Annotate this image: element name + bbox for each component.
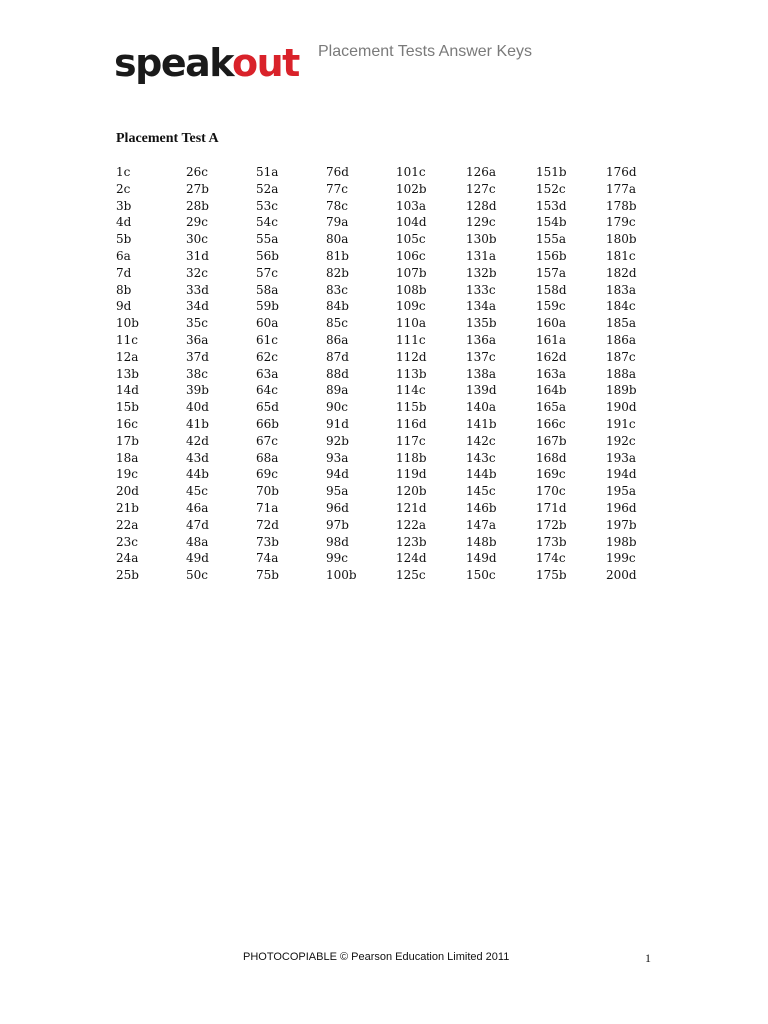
answer-cell: 64c bbox=[256, 383, 278, 398]
answer-cell: 17b bbox=[116, 433, 139, 448]
answer-cell: 186a bbox=[606, 332, 637, 347]
answer-cell: 122a bbox=[396, 517, 427, 532]
answer-cell: 144b bbox=[466, 467, 497, 482]
answer-cell: 76d bbox=[326, 165, 349, 179]
answer-cell: 139d bbox=[466, 383, 497, 398]
answer-cell: 129c bbox=[466, 215, 496, 230]
answer-cell: 93a bbox=[326, 450, 349, 465]
answer-cell: 150c bbox=[466, 568, 496, 583]
answer-cell: 63a bbox=[256, 366, 279, 381]
answer-cell: 98d bbox=[326, 534, 349, 549]
answer-cell: 29c bbox=[186, 215, 208, 230]
answer-cell: 117c bbox=[396, 433, 426, 448]
answer-cell: 187c bbox=[606, 349, 636, 364]
answer-cell: 175b bbox=[536, 568, 567, 583]
answer-cell: 3b bbox=[116, 198, 132, 213]
answer-cell: 164b bbox=[536, 383, 567, 398]
answer-cell: 37d bbox=[186, 349, 209, 364]
answer-cell: 193a bbox=[606, 450, 637, 465]
answer-cell: 105c bbox=[396, 232, 426, 247]
answer-cell: 197b bbox=[606, 517, 637, 532]
answer-cell: 24a bbox=[116, 551, 139, 566]
answer-cell: 22a bbox=[116, 517, 139, 532]
answer-key-grid bbox=[116, 164, 676, 584]
answer-cell: 134a bbox=[466, 299, 497, 314]
copyright-footer: PHOTOCOPIABLE © Pearson Education Limited 2011 bbox=[243, 951, 510, 963]
answer-cell: 179c bbox=[606, 215, 636, 230]
answer-cell: 52a bbox=[256, 181, 279, 196]
answer-cell: 131a bbox=[466, 248, 497, 263]
answer-cell: 15b bbox=[116, 400, 139, 415]
answer-cell: 8b bbox=[116, 282, 132, 297]
answer-cell: 28b bbox=[186, 198, 209, 213]
answer-cell: 18a bbox=[116, 450, 139, 465]
answer-cell: 69c bbox=[256, 467, 278, 482]
answer-cell: 6a bbox=[116, 248, 131, 263]
answer-cell: 176d bbox=[606, 165, 637, 179]
answer-cell: 115b bbox=[396, 400, 427, 415]
answer-cell: 173b bbox=[536, 534, 567, 549]
answer-cell: 154b bbox=[536, 215, 567, 230]
answer-cell: 66b bbox=[256, 416, 279, 431]
answer-cell: 189b bbox=[606, 383, 637, 398]
answer-cell: 135b bbox=[466, 316, 497, 331]
answer-cell: 170c bbox=[536, 484, 566, 499]
answer-cell: 169c bbox=[536, 467, 566, 482]
answer-cell: 166c bbox=[536, 416, 566, 431]
answer-cell: 92b bbox=[326, 433, 349, 448]
answer-cell: 168d bbox=[536, 450, 567, 465]
answer-cell: 73b bbox=[256, 534, 279, 549]
answer-cell: 198b bbox=[606, 534, 637, 549]
answer-cell: 27b bbox=[186, 181, 209, 196]
answer-cell: 47d bbox=[186, 517, 209, 532]
answer-cell: 57c bbox=[256, 265, 278, 280]
answer-cell: 88d bbox=[326, 366, 349, 381]
answer-cell: 126a bbox=[466, 165, 497, 179]
answer-cell: 26c bbox=[186, 165, 208, 179]
answer-cell: 46a bbox=[186, 500, 209, 515]
answer-cell: 19c bbox=[116, 467, 138, 482]
answer-cell: 182d bbox=[606, 265, 637, 280]
answer-cell: 165a bbox=[536, 400, 567, 415]
answer-cell: 39b bbox=[186, 383, 209, 398]
answer-cell: 90c bbox=[326, 400, 348, 415]
answer-cell: 74a bbox=[256, 551, 279, 566]
answer-cell: 101c bbox=[396, 165, 426, 179]
answer-cell: 107b bbox=[396, 265, 427, 280]
answer-cell: 51a bbox=[256, 165, 279, 179]
answer-cell: 4d bbox=[116, 215, 132, 230]
answer-cell: 31d bbox=[186, 248, 209, 263]
answer-cell: 65d bbox=[256, 400, 279, 415]
answer-cell: 160a bbox=[536, 316, 567, 331]
answer-cell: 38c bbox=[186, 366, 208, 381]
answer-cell: 130b bbox=[466, 232, 497, 247]
answer-cell: 67c bbox=[256, 433, 278, 448]
answer-cell: 77c bbox=[326, 181, 348, 196]
answer-cell: 102b bbox=[396, 181, 427, 196]
answer-cell: 112d bbox=[396, 349, 427, 364]
answer-cell: 116d bbox=[396, 416, 427, 431]
answer-cell: 94d bbox=[326, 467, 349, 482]
answer-cell: 184c bbox=[606, 299, 636, 314]
answer-cell: 32c bbox=[186, 265, 208, 280]
logo-speak: speak bbox=[114, 41, 232, 85]
answer-cell: 59b bbox=[256, 299, 279, 314]
answer-cell: 153d bbox=[536, 198, 567, 213]
answer-cell: 68a bbox=[256, 450, 279, 465]
answer-cell: 118b bbox=[396, 450, 427, 465]
answer-cell: 71a bbox=[256, 500, 279, 515]
answer-cell: 1c bbox=[116, 165, 131, 179]
answer-cell: 85c bbox=[326, 316, 348, 331]
answer-cell: 125c bbox=[396, 568, 426, 583]
answer-cell: 49d bbox=[186, 551, 209, 566]
answer-cell: 137c bbox=[466, 349, 496, 364]
answer-cell: 41b bbox=[186, 416, 209, 431]
answer-cell: 55a bbox=[256, 232, 279, 247]
answer-cell: 83c bbox=[326, 282, 348, 297]
answer-cell: 180b bbox=[606, 232, 637, 247]
answer-cell: 2c bbox=[116, 181, 131, 196]
answer-cell: 35c bbox=[186, 316, 208, 331]
answer-cell: 80a bbox=[326, 232, 349, 247]
answer-cell: 16c bbox=[116, 416, 138, 431]
answer-cell: 54c bbox=[256, 215, 278, 230]
answer-cell: 123b bbox=[396, 534, 427, 549]
answer-cell: 127c bbox=[466, 181, 496, 196]
answer-cell: 5b bbox=[116, 232, 132, 247]
answer-cell: 194d bbox=[606, 467, 637, 482]
answer-cell: 13b bbox=[116, 366, 139, 381]
answer-cell: 148b bbox=[466, 534, 497, 549]
answer-cell: 56b bbox=[256, 248, 279, 263]
answer-cell: 155a bbox=[536, 232, 567, 247]
answer-cell: 9d bbox=[116, 299, 132, 314]
answer-cell: 149d bbox=[466, 551, 497, 566]
answer-cell: 195a bbox=[606, 484, 637, 499]
answer-cell: 181c bbox=[606, 248, 636, 263]
document-title: Placement Tests Answer Keys bbox=[318, 43, 533, 60]
answer-cell: 82b bbox=[326, 265, 349, 280]
answer-cell: 121d bbox=[396, 500, 427, 515]
answer-cell: 60a bbox=[256, 316, 279, 331]
answer-cell: 86a bbox=[326, 332, 349, 347]
page-number: 1 bbox=[645, 951, 651, 965]
answer-cell: 23c bbox=[116, 534, 138, 549]
answer-cell: 25b bbox=[116, 568, 139, 583]
answer-cell: 89a bbox=[326, 383, 349, 398]
answer-cell: 163a bbox=[536, 366, 567, 381]
answer-cell: 190d bbox=[606, 400, 637, 415]
answer-cell: 84b bbox=[326, 299, 349, 314]
answer-cell: 183a bbox=[606, 282, 637, 297]
answer-cell: 50c bbox=[186, 568, 208, 583]
answer-cell: 10b bbox=[116, 316, 139, 331]
answer-cell: 53c bbox=[256, 198, 278, 213]
section-title: Placement Test A bbox=[116, 131, 219, 146]
answer-cell: 119d bbox=[396, 467, 427, 482]
answer-cell: 172b bbox=[536, 517, 567, 532]
answer-cell: 192c bbox=[606, 433, 636, 448]
answer-cell: 58a bbox=[256, 282, 279, 297]
answer-cell: 79a bbox=[326, 215, 349, 230]
answer-cell: 200d bbox=[606, 568, 637, 583]
answer-cell: 100b bbox=[326, 568, 357, 583]
answer-cell: 7d bbox=[116, 265, 132, 280]
answer-cell: 158d bbox=[536, 282, 567, 297]
answer-cell: 99c bbox=[326, 551, 348, 566]
answer-cell: 91d bbox=[326, 416, 349, 431]
answer-cell: 167b bbox=[536, 433, 567, 448]
speakout-logo bbox=[114, 41, 299, 85]
answer-cell: 124d bbox=[396, 551, 427, 566]
answer-cell: 30c bbox=[186, 232, 208, 247]
answer-cell: 114c bbox=[396, 383, 426, 398]
answer-cell: 174c bbox=[536, 551, 566, 566]
logo-out: out bbox=[232, 41, 299, 85]
answer-cell: 106c bbox=[396, 248, 426, 263]
answer-cell: 104d bbox=[396, 215, 427, 230]
answer-cell: 145c bbox=[466, 484, 496, 499]
answer-cell: 156b bbox=[536, 248, 567, 263]
answer-cell: 36a bbox=[186, 332, 209, 347]
answer-cell: 108b bbox=[396, 282, 427, 297]
answer-cell: 113b bbox=[396, 366, 427, 381]
answer-cell: 151b bbox=[536, 165, 567, 179]
answer-cell: 146b bbox=[466, 500, 497, 515]
answer-cell: 96d bbox=[326, 500, 349, 515]
answer-cell: 136a bbox=[466, 332, 497, 347]
answer-cell: 33d bbox=[186, 282, 209, 297]
answer-cell: 14d bbox=[116, 383, 139, 398]
answer-cell: 42d bbox=[186, 433, 209, 448]
answer-cell: 97b bbox=[326, 517, 349, 532]
answer-cell: 132b bbox=[466, 265, 497, 280]
answer-cell: 87d bbox=[326, 349, 349, 364]
answer-cell: 111c bbox=[396, 332, 426, 347]
answer-cell: 48a bbox=[186, 534, 209, 549]
answer-cell: 11c bbox=[116, 332, 138, 347]
answer-cell: 110a bbox=[396, 316, 427, 331]
answer-cell: 143c bbox=[466, 450, 496, 465]
answer-cell: 61c bbox=[256, 332, 278, 347]
answer-cell: 40d bbox=[186, 400, 209, 415]
answer-cell: 78c bbox=[326, 198, 348, 213]
answer-cell: 44b bbox=[186, 467, 209, 482]
answer-cell: 152c bbox=[536, 181, 566, 196]
answer-cell: 188a bbox=[606, 366, 637, 381]
answer-cell: 140a bbox=[466, 400, 497, 415]
answer-cell: 120b bbox=[396, 484, 427, 499]
answer-cell: 141b bbox=[466, 416, 497, 431]
answer-cell: 20d bbox=[116, 484, 139, 499]
answer-cell: 142c bbox=[466, 433, 496, 448]
answer-cell: 161a bbox=[536, 332, 567, 347]
answer-cell: 95a bbox=[326, 484, 349, 499]
answer-cell: 162d bbox=[536, 349, 567, 364]
answer-cell: 128d bbox=[466, 198, 497, 213]
answer-cell: 43d bbox=[186, 450, 209, 465]
answer-cell: 103a bbox=[396, 198, 427, 213]
answer-cell: 191c bbox=[606, 416, 636, 431]
answer-cell: 138a bbox=[466, 366, 497, 381]
answer-cell: 75b bbox=[256, 568, 279, 583]
answer-cell: 196d bbox=[606, 500, 637, 515]
answer-cell: 12a bbox=[116, 349, 139, 364]
answer-cell: 147a bbox=[466, 517, 497, 532]
answer-cell: 185a bbox=[606, 316, 637, 331]
answer-cell: 72d bbox=[256, 517, 279, 532]
answer-cell: 45c bbox=[186, 484, 208, 499]
answer-cell: 199c bbox=[606, 551, 636, 566]
answer-cell: 171d bbox=[536, 500, 567, 515]
answer-cell: 157a bbox=[536, 265, 567, 280]
answer-cell: 177a bbox=[606, 181, 637, 196]
answer-cell: 178b bbox=[606, 198, 637, 213]
answer-cell: 133c bbox=[466, 282, 496, 297]
answer-cell: 81b bbox=[326, 248, 349, 263]
answer-cell: 159c bbox=[536, 299, 566, 314]
answer-cell: 34d bbox=[186, 299, 209, 314]
answer-cell: 62c bbox=[256, 349, 278, 364]
answer-cell: 70b bbox=[256, 484, 279, 499]
answer-cell: 21b bbox=[116, 500, 139, 515]
answer-cell: 109c bbox=[396, 299, 426, 314]
